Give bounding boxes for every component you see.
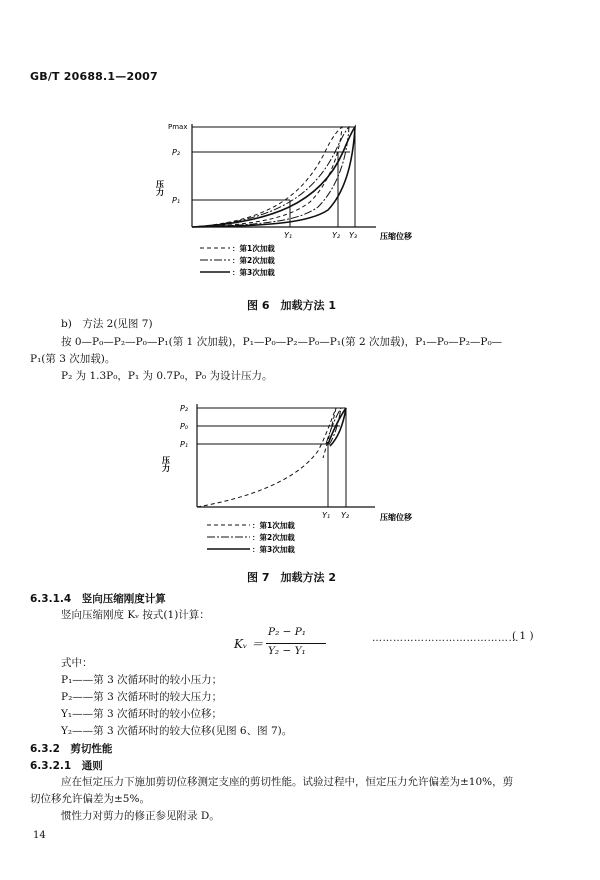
formula-lhs: Kᵥ ＝ (234, 637, 264, 651)
figure-6-chart (150, 112, 460, 287)
def-p1: P₁——第 3 次循环时的较小压力； (61, 674, 223, 686)
section-6314-heading: 6.3.1.4 竖向压缩刚度计算 (30, 593, 166, 605)
method2-item: b) 方法 2(见图 7) (61, 318, 153, 330)
figure-7-chart (160, 396, 460, 558)
formula-1 (234, 626, 334, 662)
y-axis-label: 压力 (155, 180, 165, 196)
def-y2: Y₂——第 3 次循环时的较大位移(见图 6、图 7)。 (61, 725, 293, 737)
x-axis-label: 压缩位移 (380, 513, 412, 522)
def-p2: P₂——第 3 次循环时的较大压力； (61, 691, 223, 703)
formula-leader-dots: …………………………………… (372, 633, 519, 644)
legend-label-1: ：第1次加载 (252, 521, 295, 530)
y-axis-label: 压力 (161, 456, 171, 472)
tick-y1: Y₁ (284, 231, 293, 240)
legend-label-3: ：第3次加载 (232, 268, 275, 277)
section-632-heading: 6.3.2 剪切性能 (30, 743, 113, 755)
method2-line1: 按 0—P₀—P₂—P₀—P₁(第 1 次加载)，P₁—P₀—P₂—P₀—P₁(第 2 次加载)，P₁—P₀—P₂—P₀— (61, 336, 503, 348)
tick-p0: P₀ (180, 422, 189, 431)
tick-pmax: Pmax (168, 123, 188, 131)
tick-p2: P₂ (180, 404, 189, 413)
tick-p1: P₁ (172, 196, 181, 205)
method2-line3: P₂ 为 1.3P₀，P₁ 为 0.7P₀，P₀ 为设计压力。 (61, 370, 273, 382)
tick-y2: Y₂ (332, 231, 341, 240)
legend-label-3: ：第3次加载 (252, 545, 295, 554)
tick-y2: Y₂ (341, 511, 350, 520)
loading-curve-1 (192, 127, 342, 227)
loading-curve-1 (197, 408, 336, 507)
x-axis-label: 压缩位移 (380, 232, 412, 241)
tick-p1: P₁ (180, 440, 189, 449)
legend-label-1: ：第1次加载 (232, 244, 275, 253)
section-6321-para1-line2: 切位移允许偏差为±5%。 (30, 793, 150, 805)
figure-6-caption: 图 6 加载方法 1 (247, 299, 336, 312)
formula-denominator: Y₂ − Y₁ (268, 645, 306, 657)
formula-number: ( 1 ) (512, 630, 534, 642)
formula-numerator: P₂ − P₁ (268, 626, 307, 638)
section-6321-para1-line1: 应在恒定压力下施加剪切位移测定支座的剪切性能。试验过程中，恒定压力允许偏差为±10%，剪 (61, 776, 514, 788)
legend-label-2: ：第2次加载 (252, 533, 295, 542)
section-6321-heading: 6.3.2.1 通则 (30, 760, 103, 772)
tick-y1: Y₁ (322, 511, 331, 520)
page-number: 14 (33, 830, 46, 841)
tick-y3: Y₃ (349, 231, 358, 240)
tick-p2: P₂ (172, 148, 181, 157)
def-y1: Y₁——第 3 次循环时的较小位移； (61, 708, 222, 720)
legend-label-2: ：第2次加载 (232, 256, 275, 265)
where-label: 式中： (61, 657, 93, 669)
standard-code-header: GB/T 20688.1—2007 (30, 70, 158, 83)
figure-7-caption: 图 7 加载方法 2 (247, 571, 336, 584)
fraction-bar (266, 643, 326, 644)
section-6314-intro: 竖向压缩刚度 Kᵥ 按式(1)计算： (61, 609, 210, 621)
section-6321-para2: 惯性力对剪力的修正参见附录 D。 (61, 810, 220, 822)
loading-curve-3 (192, 127, 355, 227)
method2-line2: P₁(第 3 次加载)。 (30, 353, 116, 365)
